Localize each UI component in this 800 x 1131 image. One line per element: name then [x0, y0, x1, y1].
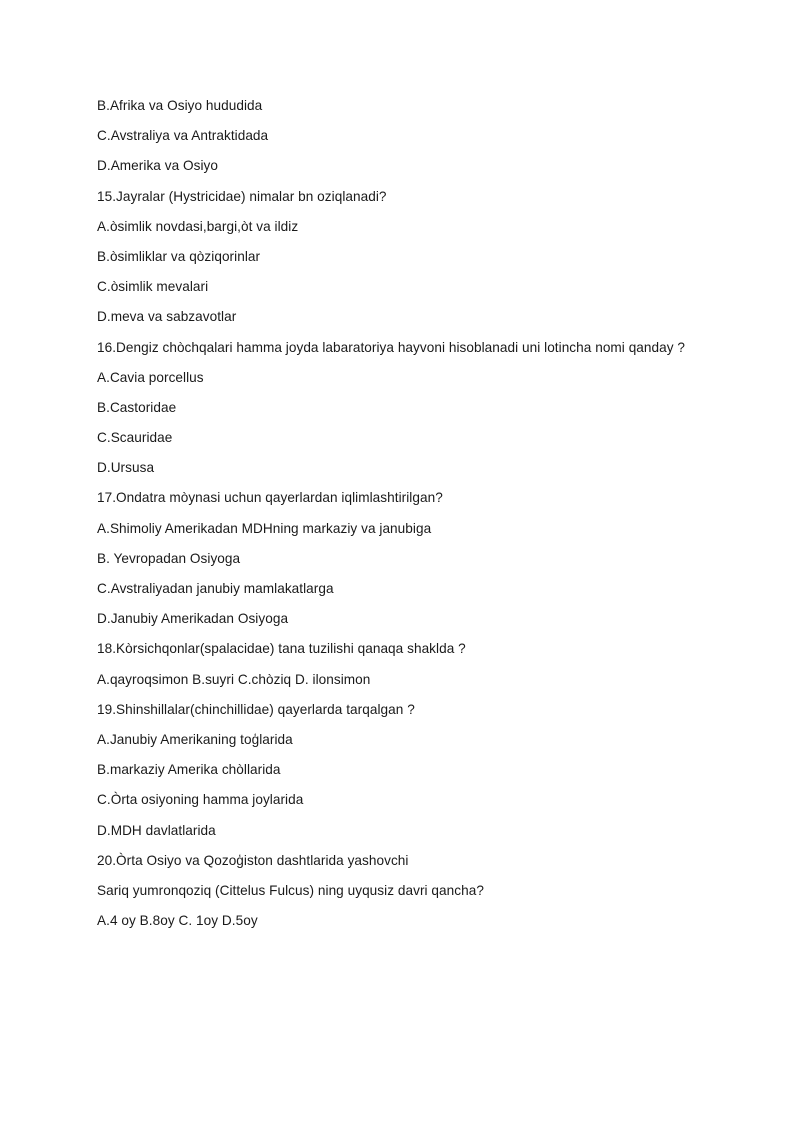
- answer-option: A.Shimoliy Amerikadan MDHning markaziy va janubiga: [97, 520, 432, 536]
- question-line: 15.Jayralar (Hystricidae) nimalar bn oziqlanadi?: [97, 188, 387, 204]
- text-line: C.Avstraliya va Antraktidada: [97, 128, 269, 144]
- text-line: D.Amerika va Osiyo: [97, 158, 219, 174]
- answer-option: C.Scauridae: [97, 430, 173, 446]
- question-line: Sariq yumronqoziq (Cittelus Fulcus) ning uyqusiz davri qancha?: [97, 882, 484, 898]
- answer-option: D.Ursusa: [97, 460, 155, 476]
- answer-option: B. Yevropadan Osiyoga: [97, 550, 241, 566]
- question-list: [97, 96, 777, 941]
- question-line: 17.Ondatra mòynasi uchun qayerlardan iqlimlashtirilgan?: [97, 490, 443, 506]
- question-line: 20.Òrta Osiyo va Qozoģiston dashtlarida yashovchi: [97, 852, 409, 868]
- answer-option: A.òsimlik novdasi,bargi,òt va ildiz: [97, 218, 299, 234]
- text-line: B.Afrika va Osiyo hududida: [97, 98, 263, 113]
- answer-option: A.Janubiy Amerikaning toģlarida: [97, 731, 293, 747]
- answer-option: A.4 oy B.8oy C. 1oy D.5oy: [97, 913, 258, 929]
- answer-option: A.Cavia porcellus: [97, 369, 204, 385]
- answer-option: B.òsimliklar va qòziqorinlar: [97, 248, 261, 264]
- question-line: 18.Kòrsichqonlar(spalacidae) tana tuzilishi qanaqa shaklda ?: [97, 641, 466, 657]
- answer-option: B.markaziy Amerika chòllarida: [97, 762, 281, 778]
- question-line: 16.Dengiz chòchqalari hamma joyda labaratoriya hayvoni hisoblanadi uni lotincha nomi qanday ?: [97, 339, 686, 355]
- question-line: 19.Shinshillalar(chinchillidae) qayerlarda tarqalgan ?: [97, 701, 415, 717]
- answer-option: D.MDH davlatlarida: [97, 822, 216, 838]
- answer-option: D.meva va sabzavotlar: [97, 309, 237, 325]
- answer-option: A.qayroqsimon B.suyri C.chòziq D. ilonsimon: [97, 671, 371, 687]
- answer-option: C.Avstraliyadan janubiy mamlakatlarga: [97, 581, 334, 596]
- answer-option: C.òsimlik mevalari: [97, 279, 209, 295]
- answer-option: D.Janubiy Amerikadan Osiyoga: [97, 611, 289, 627]
- answer-option: B.Castoridae: [97, 399, 177, 415]
- answer-option: C.Òrta osiyoning hamma joylarida: [97, 792, 304, 808]
